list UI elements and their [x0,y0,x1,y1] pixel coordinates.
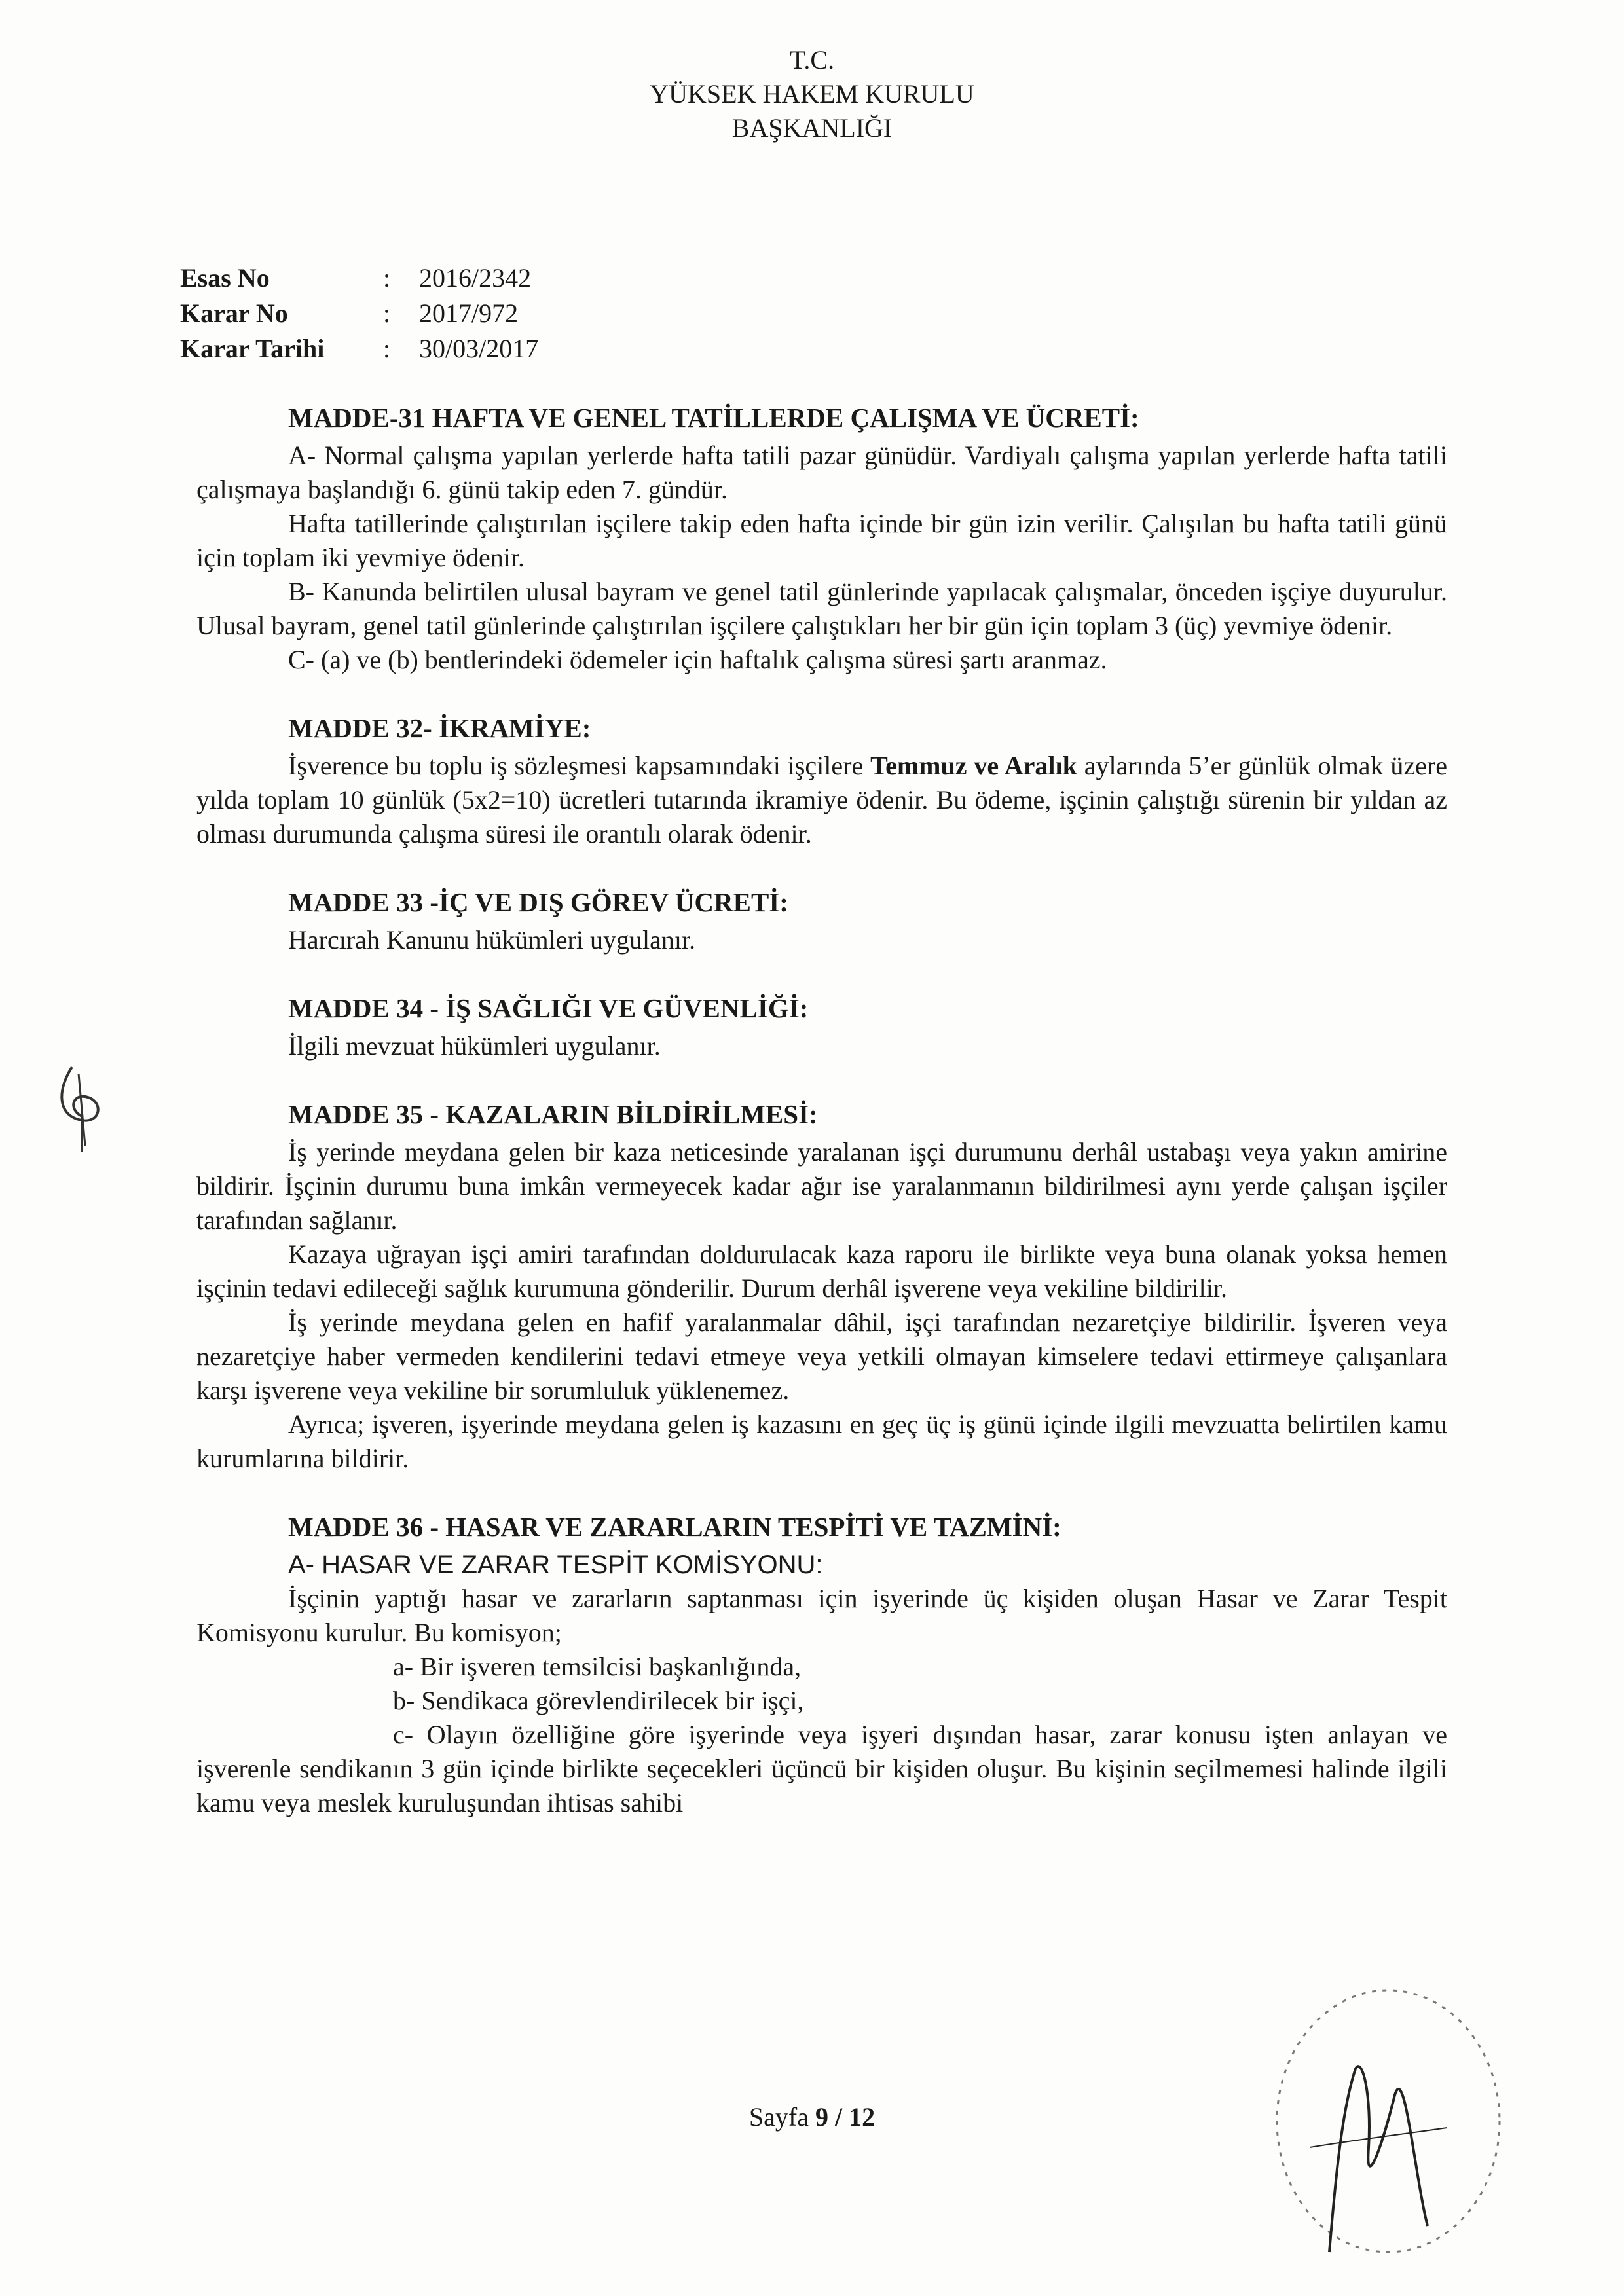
colon: : [383,334,391,363]
karar-no-label: Karar No [180,299,288,328]
esas-no-value: 2016/2342 [419,263,532,293]
karar-no-value: 2017/972 [419,299,519,328]
madde-35-paragraph-3: İş yerinde meydana gelen en hafif yaralanmalar dâhil, işçi tarafından nezaretçiye bildirilir. İşveren veya nezaretçiye haber vermeden kendilerini tedavi etmeye veya yetkili olmayan kimselere tedavi ettirmeye çalışanlara karşı işverene veya vekiline bir sorumluluk yüklenemez. [196,1307,1447,1405]
madde-31-paragraph-a: A- Normal çalışma yapılan yerlerde hafta tatili pazar günüdür. Vardiyalı çalışma yapılan yerlerde hafta tatili çalışmaya başlandığı 6. günü takip eden 7. gündür. [196,441,1447,504]
madde-31-paragraph-c: C- (a) ve (b) bentlerindeki ödemeler için haftalık çalışma süresi şartı aranmaz. [288,645,1107,674]
case-info [180,261,538,367]
madde-36-item-b: b- Sendikaca görevlendirilecek bir işçi, [393,1686,804,1715]
case-info-row [180,331,538,367]
madde-35-paragraph-1: İş yerinde meydana gelen bir kaza neticesinde yaralanan işçi durumunu derhâl ustabaşı veya yakın amirine bildirir. İşçinin durumu buna imkân vermeyecek kadar ağır ise yaralanmanın bildirilmesi aynı yerde çalışan işçiler tarafından sağlanır. [196,1137,1447,1235]
madde-36-item-a: a- Bir işveren temsilcisi başkanlığında, [393,1652,802,1681]
madde-36-title: MADDE 36 - HASAR VE ZARARLARIN TESPİTİ VE TAZMİNİ: [288,1512,1061,1542]
madde-32-text-1: İşverence bu toplu iş sözleşmesi kapsamındaki işçilere [288,751,871,780]
madde-36-subheading: A- HASAR VE ZARAR TESPİT KOMİSYONU: [288,1550,823,1579]
madde-31-title: MADDE-31 HAFTA VE GENEL TATİLLERDE ÇALIŞMA VE ÜCRETİ: [288,403,1139,433]
header-line-3: BAŞKANLIĞI [731,113,893,143]
case-info-row [180,261,538,296]
madde-36-paragraph: İşçinin yaptığı hasar ve zararların saptanması için işyerinde üç kişiden oluşan Hasar ve Zarar Tespit Komisyonu kurulur. Bu komisyon; [196,1584,1447,1647]
esas-no-label: Esas No [180,263,270,293]
page-number: 9 / 12 [815,2102,876,2132]
colon: : [383,263,391,293]
document-body [196,401,1447,1820]
margin-initial-mark [46,1061,118,1159]
karar-tarihi-value: 30/03/2017 [419,334,539,363]
madde-35-paragraph-4: Ayrıca; işveren, işyerinde meydana gelen iş kazasını en geç üç iş günü içinde ilgili mevzuatta belirtilen kamu kurumlarına bildirir. [196,1410,1447,1473]
header-line-1: T.C. [789,45,835,75]
madde-36-item-c: c- Olayın özelliğine göre işyerinde veya işyeri dışından hasar, zarar konusu işten anlayan ve işverenle sendikanın 3 gün içinde birlikte seçecekleri üçüncü bir kişiden oluşur. Bu kişinin seçilmemesi halinde ilgili kamu veya meslek kuruluşundan ihtisas sahibi [196,1720,1447,1817]
madde-33-title: MADDE 33 -İÇ VE DIŞ GÖREV ÜCRETİ: [288,887,788,917]
madde-34-paragraph: İlgili mevzuat hükümleri uygulanır. [288,1031,661,1061]
madde-32-paragraph [196,749,1447,851]
madde-35-paragraph-2: Kazaya uğrayan işçi amiri tarafından doldurulacak kaza raporu ile birlikte veya buna olanak yoksa hemen işçinin tedavi edileceği sağlık kurumuna gönderilir. Durum derhâl işverene veya vekiline bildirilir. [196,1239,1447,1303]
madde-34-title: MADDE 34 - İŞ SAĞLIĞI VE GÜVENLİĞİ: [288,993,809,1023]
madde-31-paragraph-b: B- Kanunda belirtilen ulusal bayram ve genel tatil günlerinde yapılacak çalışmalar, önceden işçiye duyurulur. Ulusal bayram, genel tatil günlerinde çalıştırılan işçilere çalıştıkları her bir gün için toplam 3 (üç) yevmiye ödenir. [196,577,1447,640]
karar-tarihi-label: Karar Tarihi [180,334,325,363]
colon: : [383,299,391,328]
madde-31-paragraph-holiday: Hafta tatillerinde çalıştırılan işçilere takip eden hafta içinde bir gün izin verilir. Çalışılan bu hafta tatili günü için toplam iki yevmiye ödenir. [196,509,1447,572]
footer-prefix: Sayfa [748,2102,815,2132]
case-info-row [180,296,538,331]
madde-33-paragraph: Harcırah Kanunu hükümleri uygulanır. [288,925,696,955]
page-footer [0,2102,1624,2132]
madde-35-title: MADDE 35 - KAZALARIN BİLDİRİLMESİ: [288,1099,818,1129]
madde-32-months: Temmuz ve Aralık [870,751,1077,780]
madde-32-text-2: aylarında 5’er günlük olmak üzere yılda toplam 10 günlük (5x2=10) ücretleri tutarında ikramiye ödenir. Bu ödeme, işçinin çalıştığı sürenin bir yıldan az olması durumunda çalışma süresi ile orantılı olarak ödenir. [196,751,1447,848]
header-line-2: YÜKSEK HAKEM KURULU [650,79,974,109]
document-header [0,43,1624,145]
madde-32-title: MADDE 32- İKRAMİYE: [288,713,591,743]
